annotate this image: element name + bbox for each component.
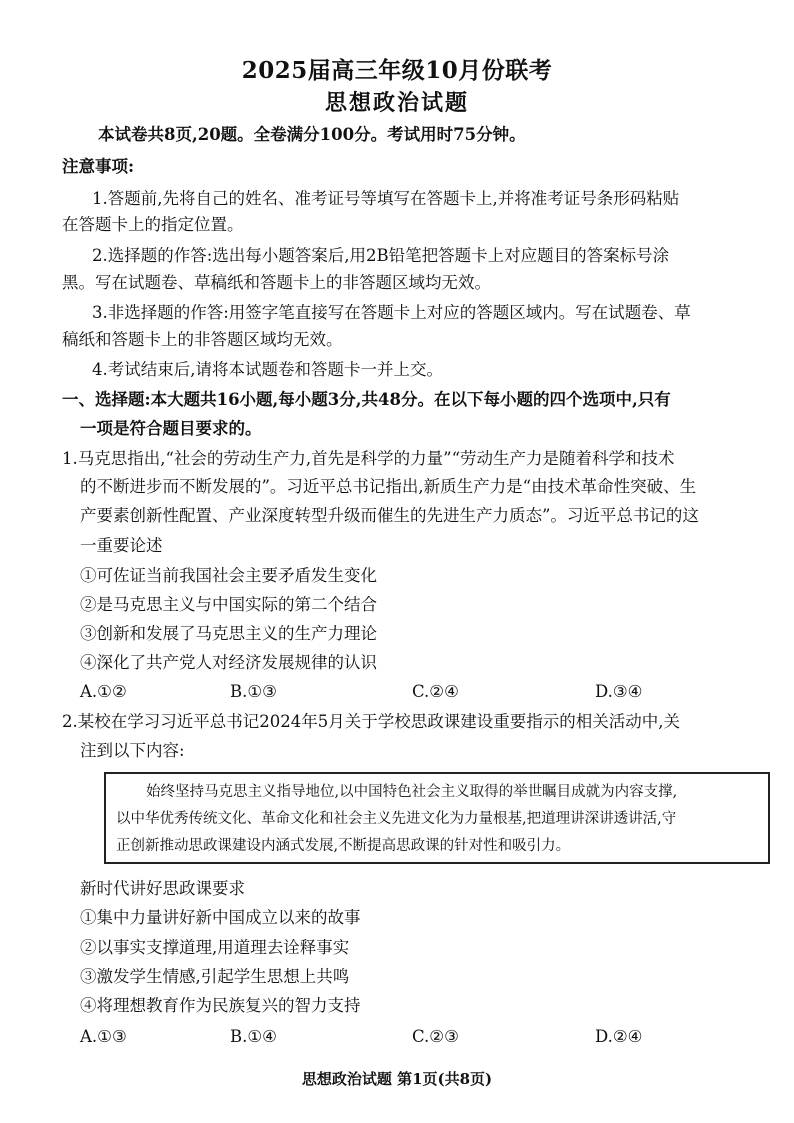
answer-option-b: B.①④ [230, 1027, 277, 1046]
notice-line: 1.答题前,先将自己的姓名、准考证号等填写在答题卡上,并将准考证号条形码粘贴 [92, 189, 680, 208]
answer-option-c: C.②④ [412, 682, 459, 701]
page-footer: 思想政治试题 第1页(共8页) [301, 1070, 493, 1088]
answer-option-d: D.③④ [595, 682, 643, 701]
answer-option-a: A.①③ [80, 1027, 127, 1046]
quote-line: 始终坚持马克思主义指导地位,以中国特色社会主义取得的举世瞩目成就为内容支撑, [146, 784, 678, 800]
question-stem: 产要素创新性配置、产业深度转型升级而催生的先进生产力质态”。习近平总书记的这 [80, 506, 699, 525]
statement-item: ①集中力量讲好新中国成立以来的故事 [80, 908, 361, 927]
answer-option-c: C.②③ [412, 1027, 459, 1046]
statement-item: ④深化了共产党人对经济发展规律的认识 [80, 653, 377, 672]
question-stem: 一重要论述 [80, 536, 163, 555]
section-heading: 一项是符合题目要求的。 [80, 419, 262, 438]
answer-option-b: B.①③ [230, 682, 277, 701]
notice-line: 2.选择题的作答:选出每小题答案后,用2B铅笔把答题卡上对应题目的答案标号涂 [92, 246, 670, 265]
notice-line: 在答题卡上的指定位置。 [62, 215, 244, 234]
statement-item: ①可佐证当前我国社会主要矛盾发生变化 [80, 566, 377, 585]
subject-title: 思想政治试题 [324, 90, 469, 116]
quote-line: 以中华优秀传统文化、革命文化和社会主义先进文化为力量根基,把道理讲深讲透讲活,守 [116, 811, 677, 827]
statement-item: ②是马克思主义与中国实际的第二个结合 [80, 595, 377, 614]
notice-line: 4.考试结束后,请将本试题卷和答题卡一并上交。 [92, 360, 443, 379]
exam-title: 2025届高三年级10月份联考 [241, 57, 553, 84]
notice-line: 黑。写在试题卷、草稿纸和答题卡上的非答题区域均无效。 [62, 273, 491, 292]
question-stem: 注到以下内容: [80, 741, 185, 760]
notice-line: 稿纸和答题卡上的非答题区域均无效。 [62, 330, 343, 349]
question-stem: 1.马克思指出,“社会的劳动生产力,首先是科学的力量”“劳动生产力是随着科学和技术 [62, 449, 675, 468]
question-stem: 的不断进步而不断发展的”。习近平总书记指出,新质生产力是“由技术革命性突破、生 [80, 477, 697, 496]
answer-option-d: D.②④ [595, 1027, 643, 1046]
question-lead: 新时代讲好思政课要求 [80, 879, 245, 898]
section-heading: 一、选择题:本大题共16小题,每小题3分,共48分。在以下每小题的四个选项中,只有 [62, 390, 671, 409]
exam-intro: 本试卷共8页,20题。全卷满分100分。考试用时75分钟。 [98, 125, 526, 144]
question-stem: 2.某校在学习习近平总书记2024年5月关于学校思政课建设重要指示的相关活动中,关 [62, 712, 680, 731]
statement-item: ③激发学生情感,引起学生思想上共鸣 [80, 967, 350, 986]
statement-item: ②以事实支撑道理,用道理去诠释事实 [80, 938, 350, 957]
quote-box [104, 772, 770, 864]
quote-line: 正创新推动思政课建设内涵式发展,不断提高思政课的针对性和吸引力。 [116, 838, 571, 854]
notice-line: 3.非选择题的作答:用签字笔直接写在答题卡上对应的答题区域内。写在试题卷、草 [92, 303, 691, 322]
statement-item: ③创新和发展了马克思主义的生产力理论 [80, 624, 377, 643]
notice-heading: 注意事项: [62, 157, 135, 176]
answer-option-a: A.①② [80, 682, 127, 701]
statement-item: ④将理想教育作为民族复兴的智力支持 [80, 996, 361, 1015]
